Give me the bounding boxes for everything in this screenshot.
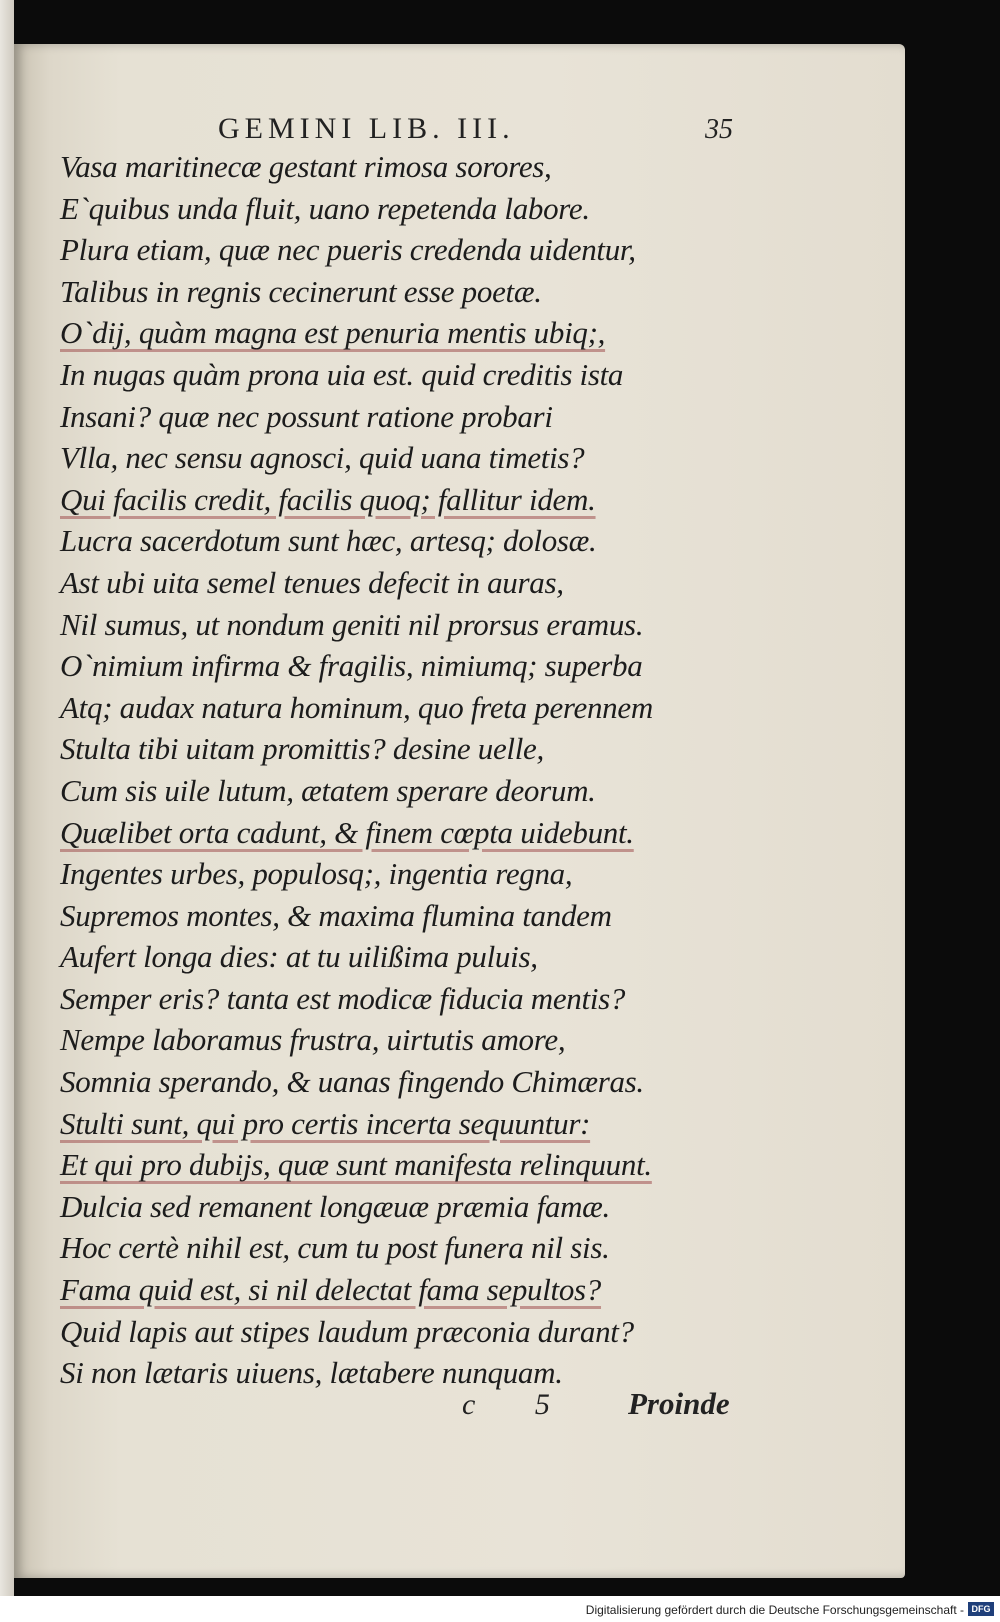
verse-text: Plura etiam, quæ nec pueris credenda uidentur, xyxy=(60,232,636,268)
verse-line xyxy=(60,437,780,479)
verse-line xyxy=(60,1311,780,1353)
verse-line xyxy=(60,229,780,271)
verse-line xyxy=(60,396,780,438)
verse-text: Cum sis uile lutum, ætatem sperare deorum. xyxy=(60,772,596,808)
verse-text: In nugas quàm prona uia est. quid creditis ista xyxy=(60,356,624,392)
verse-line xyxy=(60,188,780,230)
verse-text: Et qui pro dubijs, quæ sunt manifesta relinquunt. xyxy=(60,1147,652,1183)
verse-text: Lucra sacerdotum sunt hæc, artesq; dolosæ. xyxy=(60,523,597,559)
verse-text: Atq; audax natura hominum, quo freta perennem xyxy=(60,689,653,725)
verse-line xyxy=(60,312,780,354)
verse-text: Supremos montes, & maxima flumina tandem xyxy=(60,897,612,933)
verse-text: O`nimium infirma & fragilis, nimiumq; superba xyxy=(60,648,643,684)
verse-line xyxy=(60,604,780,646)
running-title: GEMINI LIB. III. xyxy=(218,112,515,145)
verse-text: Insani? quæ nec possunt ratione probari xyxy=(60,398,553,434)
dfg-logo-icon[interactable]: DFG xyxy=(968,1602,994,1616)
catchword: Proinde xyxy=(628,1386,730,1421)
verse-line xyxy=(60,728,780,770)
verse-line xyxy=(60,812,780,854)
verse-text: Talibus in regnis cecinerunt esse poetæ. xyxy=(60,273,542,309)
verse-text: Dulcia sed remanent longæuæ præmia famæ. xyxy=(60,1188,611,1224)
verse-text: Vasa maritinecæ gestant rimosa sorores, xyxy=(60,149,552,184)
book-spine-edge xyxy=(0,0,14,1596)
verse-line xyxy=(60,146,780,188)
verse-text: Nil sumus, ut nondum geniti nil prorsus eramus. xyxy=(60,606,644,642)
verse-text: Hoc certè nihil est, cum tu post funera nil sis. xyxy=(60,1230,610,1266)
verse-text: Somnia sperando, & uanas fingendo Chimæras. xyxy=(60,1064,644,1100)
verse-line xyxy=(60,687,780,729)
verse-text: O`dij, quàm magna est penuria mentis ubiq;, xyxy=(60,315,606,351)
verse-text: Vlla, nec sensu agnosci, quid uana timetis? xyxy=(60,440,585,476)
verse-line xyxy=(60,1269,780,1311)
verse-line xyxy=(60,853,780,895)
verse-line xyxy=(60,936,780,978)
verse-text: Aufert longa dies: at tu uilißima puluis, xyxy=(60,939,538,975)
verse-line xyxy=(60,271,780,313)
credit-text[interactable]: Digitalisierung gefördert durch die Deutsche Forschungsgemeinschaft - xyxy=(585,1603,964,1617)
verse-line xyxy=(60,895,780,937)
verse-line xyxy=(60,479,780,521)
verse-text: Nempe laboramus frustra, uirtutis amore, xyxy=(60,1022,566,1058)
verse-text: Stulti sunt, qui pro certis incerta sequuntur: xyxy=(60,1105,591,1141)
verse-text: E`quibus unda fluit, uano repetenda labore. xyxy=(60,190,590,226)
signature-mark: c 5 xyxy=(462,1388,576,1421)
verse-line xyxy=(60,1186,780,1228)
page-number: 35 xyxy=(705,114,733,145)
verse-line xyxy=(60,520,780,562)
verse-line xyxy=(60,770,780,812)
verse-line xyxy=(60,562,780,604)
verse-line xyxy=(60,645,780,687)
verse-text: Semper eris? tanta est modicæ fiducia mentis? xyxy=(60,980,626,1016)
verse-line xyxy=(60,1103,780,1145)
verse-line xyxy=(60,1227,780,1269)
verse-text: Ast ubi uita semel tenues defecit in auras, xyxy=(60,564,564,600)
verse-text: Si non lætaris uiuens, lætabere nunquam. xyxy=(60,1355,563,1391)
verse-line xyxy=(60,1061,780,1103)
verse-text: Ingentes urbes, populosq;, ingentia regna, xyxy=(60,856,573,892)
verse-line xyxy=(60,1144,780,1186)
verse-text: Quid lapis aut stipes laudum præconia durant? xyxy=(60,1313,634,1349)
verse-text: Qui facilis credit, facilis quoq; fallitur idem. xyxy=(60,481,596,517)
verse-text: Quælibet orta cadunt, & finem cœpta uidebunt. xyxy=(60,814,634,850)
verse-list xyxy=(60,146,780,1394)
verse-text: Fama quid est, si nil delectat fama sepultos? xyxy=(60,1272,602,1308)
verse-text: Stulta tibi uitam promittis? desine uelle, xyxy=(60,731,544,767)
verse-line xyxy=(60,354,780,396)
verse-line xyxy=(60,1019,780,1061)
verse-line xyxy=(60,978,780,1020)
